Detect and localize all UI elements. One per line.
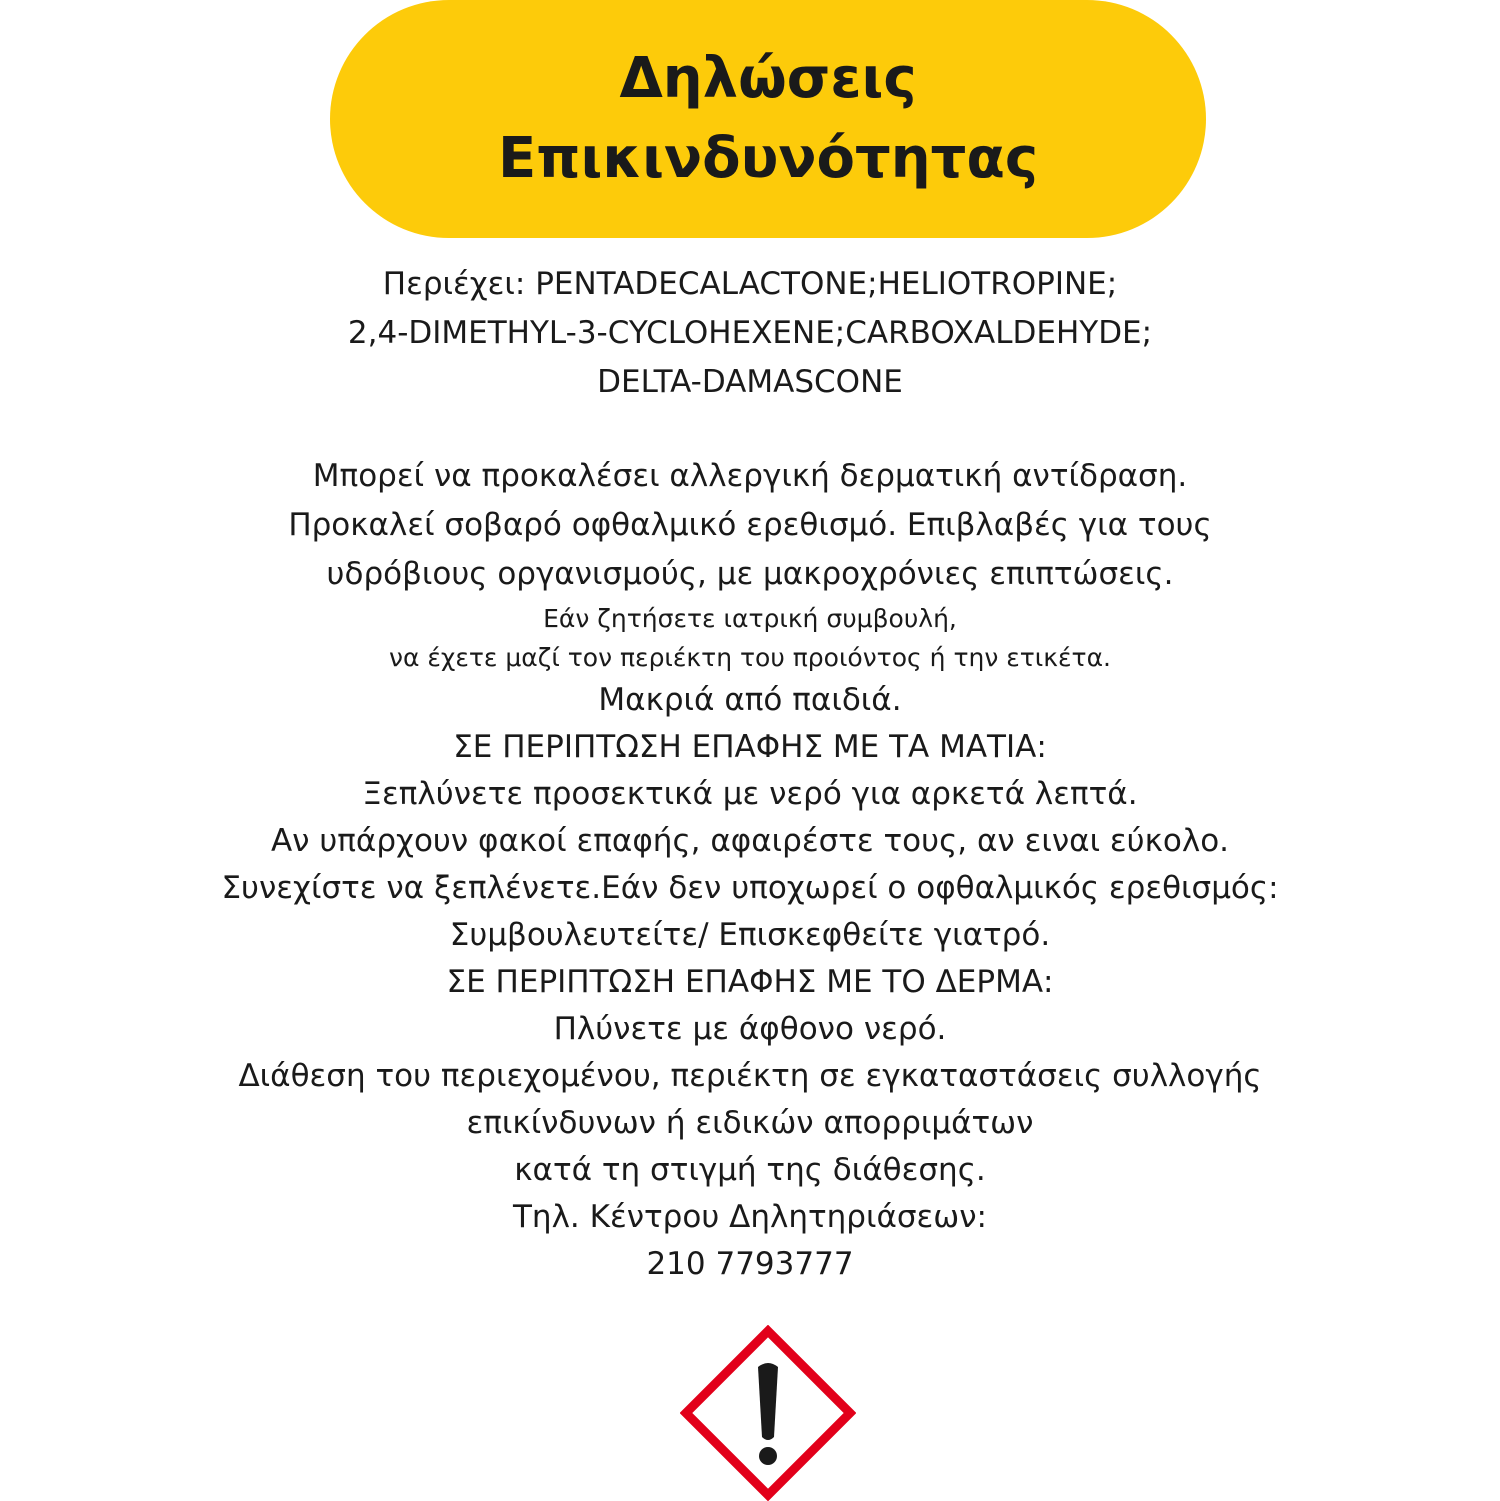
ingredients-line: Περιέχει: PENTADECALACTONE;HELIOTROPINE; <box>382 266 1118 302</box>
eye-contact-heading: ΣΕ ΠΕΡΙΠΤΩΣΗ ΕΠΑΦΗΣ ΜΕ ΤΑ ΜΑΤΙΑ: <box>453 729 1047 765</box>
page-title-line-1: Δηλώσεις <box>619 46 917 111</box>
disposal-line: κατά τη στιγμή της διάθεσης. <box>514 1152 986 1188</box>
disposal-line: Διάθεση του περιεχομένου, περιέκτη σε εγκαταστάσεις συλλογής <box>238 1058 1262 1094</box>
ingredients-line: 2,4-DIMETHYL-3-CYCLOHEXENE;CARBOXALDEHYDE; <box>347 315 1153 351</box>
poison-center-label: Τηλ. Κέντρου Δηλητηριάσεων: <box>512 1199 988 1235</box>
precaution-line: Αν υπάρχουν φακοί επαφής, αφαιρέστε τους, αν ειναι εύκολο. <box>270 823 1230 859</box>
skin-contact-heading: ΣΕ ΠΕΡΙΠΤΩΣΗ ΕΠΑΦΗΣ ΜΕ ΤΟ ΔΕΡΜΑ: <box>446 964 1054 1000</box>
hazard-statement-line: Μπορεί να προκαλέσει αλλεργική δερματική αντίδραση. <box>312 458 1188 494</box>
title-banner <box>330 0 1206 238</box>
hazard-statements-block <box>0 452 1500 1288</box>
ingredients-line: DELTA-DAMASCONE <box>597 364 903 400</box>
page-title-line-2: Επικινδυνότητας <box>497 126 1039 191</box>
hazard-statement-line: Προκαλεί σοβαρό οφθαλμικό ερεθισμό. Επιβλαβές για τους <box>288 507 1212 543</box>
disposal-line: επικίνδυνων ή ειδικών απορριμάτων <box>466 1105 1034 1141</box>
exclamation-mark-hazard-icon <box>680 1325 856 1501</box>
precaution-line: Εάν ζητήσετε ιατρική συμβουλή, <box>543 604 957 633</box>
exclamation-dot <box>759 1447 777 1465</box>
precaution-line: Ξεπλύνετε προσεκτικά με νερό για αρκετά λεπτά. <box>362 776 1138 812</box>
precaution-line: Συνεχίστε να ξεπλένετε.Εάν δεν υποχωρεί ο οφθαλμικός ερεθισμός: <box>221 870 1279 906</box>
precaution-line: Πλύνετε με άφθονο νερό. <box>553 1011 947 1047</box>
precaution-line: Μακριά από παιδιά. <box>598 682 902 718</box>
hazard-statement-line: υδρόβιους οργανισμούς, με μακροχρόνιες επιπτώσεις. <box>326 556 1174 592</box>
ingredients-block <box>0 260 1500 407</box>
precaution-line: να έχετε μαζί τον περιέκτη του προιόντος ή την ετικέτα. <box>388 643 1111 672</box>
poison-center-phone: 210 7793777 <box>646 1246 854 1282</box>
precaution-line: Συμβουλευτείτε/ Επισκεφθείτε γιατρό. <box>449 917 1051 953</box>
